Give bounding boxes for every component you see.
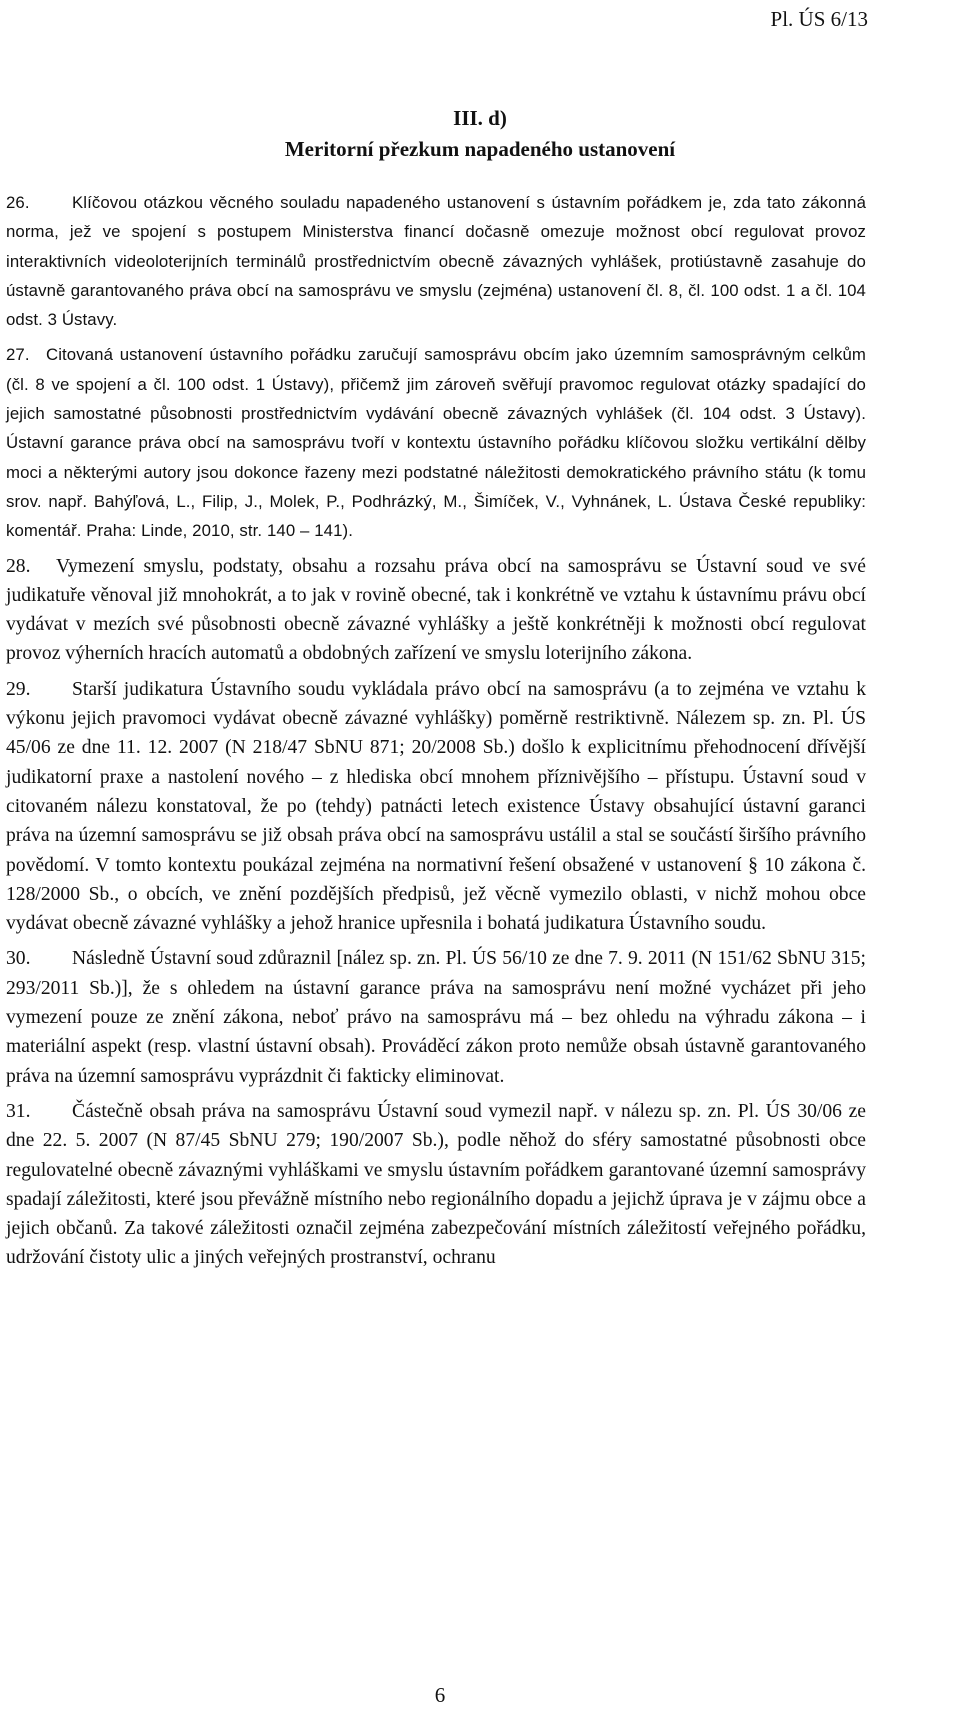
page-number: 6 <box>434 1683 446 1707</box>
paragraph-28 <box>6 552 866 669</box>
paragraph-number: 26. <box>6 193 30 212</box>
paragraph-27 <box>6 340 866 545</box>
paragraph-text: Citovaná ustanovení ústavního pořádku zaručují samosprávu obcím jako územním samosprávným celkům (čl. 8 ve spojení a čl. 100 odst. 1 Ústavy), přičemž jim zároveň svěřují pravomoc regulovat otázky spadající do jejich samostatné působnosti prostřednictvím vydávání obecně závazných vyhlášek (čl. 104 odst. 3 Ústavy). Ústavní garance práva obcí na samosprávu tvoří v kontextu ústavního pořádku klíčovou složku vertikální dělby moci a některými autory jsou dokonce řazeny mezi podstatné náležitosti demokratického právního státu (k tomu srov. např. Bahýľová, L., Filip, J., Molek, P., Podhrázký, M., Šimíček, V., Vyhnánek, L. Ústava České republiky: komentář. Praha: Linde, 2010, str. 140 – 141). <box>6 345 866 541</box>
paragraph-text: Starší judikatura Ústavního soudu vykládala právo obcí na samosprávu (a to zejména ve vztahu k výkonu jejich pravomoci vydávat obecně závazné vyhlášky) poměrně restriktivně. Nálezem sp. zn. Pl. ÚS 45/06 ze dne 11. 12. 2007 (N 218/47 SbNU 871; 20/2008 Sb.) došlo k explicitnímu přehodnocení dřívější judikatorní praxe a nastolení nového – z hlediska obcí mnohem příznivějšího – přístupu. Ústavní soud v citovaném nálezu konstatoval, že po (tehdy) patnácti letech existence Ústavy obsahující ústavní garanci práva na územní samosprávu se již obsah práva obcí na samosprávu ustálil a stal se součástí širšího právního povědomí. V tomto kontextu poukázal zejména na normativní řešení obsažené v ustanovení § 10 zákona č. 128/2000 Sb., o obcích, ve znění pozdějších předpisů, jež věcně vymezilo oblasti, v nichž mohou obce vydávat obecně závazné vyhlášky a jehož hranice upřesnila i bohatá judikatura Ústavního soudu. <box>6 678 866 935</box>
paragraph-number: 28. <box>6 555 31 577</box>
paragraph-text: Vymezení smyslu, podstaty, obsahu a rozsahu práva obcí na samosprávu se Ústavní soud ve své judikatuře věnoval již mnohokrát, a to jak v rovině obecné, tak i konkrétně ve vztahu k ústavnímu právu obcí vydávat v mezích své působnosti obecně závazné vyhlášky a ještě konkrétněji k možnosti obcí regulovat provoz výherních hracích automatů a obdobných zařízení ve smyslu loterijního zákona. <box>6 555 866 665</box>
paragraph-30 <box>6 944 866 1090</box>
paragraph-29 <box>6 675 866 939</box>
paragraph-number: 29. <box>6 678 31 700</box>
document-body <box>6 188 866 1279</box>
paragraph-text: Klíčovou otázkou věcného souladu napadeného ustanovení s ústavním pořádkem je, zda tato zákonná norma, jež ve spojení s postupem Ministerstva financí dočasně omezuje možnost obcí regulovat provoz interaktivních videoloterijních terminálů prostřednictvím obecně závazných vyhlášek, protiústavně zasahuje do ústavně garantovaného práva obcí na samosprávu ve smyslu (zejména) ustanovení čl. 8, čl. 100 odst. 1 a čl. 104 odst. 3 Ústavy. <box>6 193 866 330</box>
paragraph-text: Částečně obsah práva na samosprávu Ústavní soud vymezil např. v nálezu sp. zn. Pl. ÚS 30/06 ze dne 22. 5. 2007 (N 87/45 SbNU 279; 190/2007 Sb.), podle něhož do sféry samostatné působnosti obce regulovatelné obecně závaznými vyhláškami ve smyslu ústavním pořádkem garantované územní samosprávy spadají záležitosti, které jsou převážně místního nebo regionálního dopadu a jejichž úprava je v zájmu obce a jejich občanů. Za takové záležitosti označil zejména zabezpečování místních záležitostí veřejného pořádku, udržování čistoty ulic a jiných veřejných prostranství, ochranu <box>6 1100 866 1269</box>
paragraph-text: Následně Ústavní soud zdůraznil [nález sp. zn. Pl. ÚS 56/10 ze dne 7. 9. 2011 (N 151/62 SbNU 315; 293/2011 Sb.)], že s ohledem na ústavní garance práva na samosprávu není možné vycházet při jeho vymezení pouze ze znění zákona, neboť právo na samosprávu má – bez ohledu na výhradu zákona – i materiální aspekt (resp. vlastní ústavní obsah). Prováděcí zákon proto nemůže obsah ústavně garantovaného práva na územní samosprávu vyprázdnit či fakticky eliminovat. <box>6 948 866 1087</box>
paragraph-26 <box>6 188 866 334</box>
section-heading <box>0 103 960 165</box>
paragraph-number: 31. <box>6 1100 31 1122</box>
section-title: Meritorní přezkum napadeného ustanovení <box>284 137 676 161</box>
page-reference: Pl. ÚS 6/13 <box>770 7 868 31</box>
paragraph-31 <box>6 1097 866 1273</box>
paragraph-number: 27. <box>6 345 30 365</box>
section-number: III. d) <box>453 106 507 130</box>
paragraph-number: 30. <box>6 948 31 970</box>
